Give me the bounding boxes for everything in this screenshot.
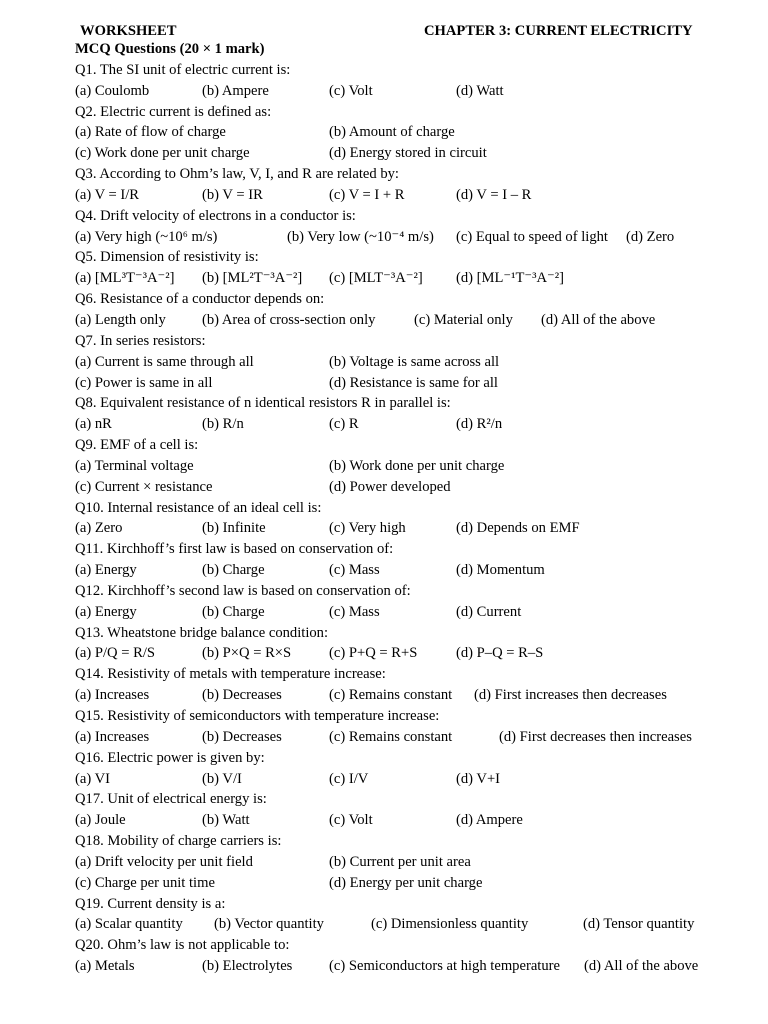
question-15-option: (c) Remains constant xyxy=(329,728,453,745)
question-13-option: (d) P–Q = R–S xyxy=(456,645,544,662)
question-19-text: Q19. Current density is a: xyxy=(75,895,226,912)
question-2-text: Q2. Electric current is defined as: xyxy=(75,103,272,120)
question-3-option: (a) V = I/R xyxy=(75,186,140,203)
question-16-text: Q16. Electric power is given by: xyxy=(75,749,265,766)
question-10-option: (a) Zero xyxy=(75,520,123,537)
question-12-option: (c) Mass xyxy=(329,603,380,620)
question-15-option: (b) Decreases xyxy=(202,728,282,745)
question-9-option: (a) Terminal voltage xyxy=(75,457,194,474)
question-15-option: (d) First decreases then increases xyxy=(499,728,692,745)
question-1-option: (d) Watt xyxy=(456,82,504,99)
question-19-option: (a) Scalar quantity xyxy=(75,916,183,933)
question-6-option: (d) All of the above xyxy=(541,311,656,328)
question-11-text: Q11. Kirchhoff’s first law is based on conservation of: xyxy=(75,541,394,558)
question-20-option: (a) Metals xyxy=(75,958,135,975)
question-3-text: Q3. According to Ohm’s law, V, I, and R are related by: xyxy=(75,166,399,183)
question-4-option: (a) Very high (~10⁶ m/s) xyxy=(75,228,218,245)
question-8-options-row xyxy=(75,414,725,435)
question-4-option: (d) Zero xyxy=(626,228,675,245)
question-2-options-row xyxy=(75,122,725,143)
question-4-text: Q4. Drift velocity of electrons in a conductor is: xyxy=(75,207,356,224)
question-5-option: (c) [MLT⁻³A⁻²] xyxy=(329,270,423,287)
question-19-option: (d) Tensor quantity xyxy=(583,916,695,933)
question-18-option: (b) Current per unit area xyxy=(329,853,471,870)
question-18-option: (a) Drift velocity per unit field xyxy=(75,853,253,870)
question-15-text: Q15. Resistivity of semiconductors with temperature increase: xyxy=(75,708,440,724)
question-17-option: (a) Joule xyxy=(75,812,126,829)
question-18-option: (d) Energy per unit charge xyxy=(329,874,483,891)
question-19-options-row xyxy=(75,914,725,935)
question-16-option: (b) V/I xyxy=(202,770,242,787)
question-1-option: (b) Ampere xyxy=(202,82,269,99)
question-16-option: (d) V+I xyxy=(456,770,501,787)
chapter-title: CHAPTER 3: CURRENT ELECTRICITY xyxy=(424,23,693,39)
question-18-text: Q18. Mobility of charge carriers is: xyxy=(75,833,282,850)
question-10-option: (c) Very high xyxy=(329,520,406,537)
question-1-options-row xyxy=(75,81,725,102)
question-10-options-row xyxy=(75,518,725,539)
question-17-option: (b) Watt xyxy=(202,812,250,829)
question-5-option: (b) [ML²T⁻³A⁻²] xyxy=(202,270,303,287)
question-10-option: (d) Depends on EMF xyxy=(456,520,580,537)
question-10-option: (b) Infinite xyxy=(202,520,266,537)
question-14-option: (a) Increases xyxy=(75,687,150,704)
question-9-option: (d) Power developed xyxy=(329,478,451,495)
question-8-option: (c) R xyxy=(329,416,359,433)
question-6-text: Q6. Resistance of a conductor depends on: xyxy=(75,291,325,308)
question-11-options-row xyxy=(75,560,725,581)
question-6-option: (c) Material only xyxy=(414,311,513,328)
question-15-option: (a) Increases xyxy=(75,728,150,745)
question-4-options-row xyxy=(75,227,725,248)
question-13-option: (c) P+Q = R+S xyxy=(329,645,418,662)
question-5-text: Q5. Dimension of resistivity is: xyxy=(75,249,259,266)
question-1-option: (a) Coulomb xyxy=(75,82,150,99)
question-12-option: (d) Current xyxy=(456,603,522,620)
question-7-option: (a) Current is same through all xyxy=(75,353,254,370)
question-12-options-row xyxy=(75,602,725,623)
question-1-option: (c) Volt xyxy=(329,82,373,99)
question-7-options-row xyxy=(75,352,725,373)
worksheet-label: WORKSHEET xyxy=(80,23,177,39)
question-7-text: Q7. In series resistors: xyxy=(75,332,206,349)
question-18-options-row xyxy=(75,852,725,873)
question-13-text: Q13. Wheatstone bridge balance condition: xyxy=(75,624,329,641)
question-3-options-row xyxy=(75,185,725,206)
question-17-options-row xyxy=(75,810,725,831)
question-7-option: (c) Power is same in all xyxy=(75,374,213,391)
question-14-option: (c) Remains constant xyxy=(329,687,453,704)
question-7-options-row xyxy=(75,373,725,394)
question-4-option: (b) Very low (~10⁻⁴ m/s) xyxy=(287,228,434,245)
question-11-option: (a) Energy xyxy=(75,562,137,579)
question-14-option: (d) First increases then decreases xyxy=(474,687,667,704)
question-7-option: (d) Resistance is same for all xyxy=(329,374,498,391)
question-10-text: Q10. Internal resistance of an ideal cell is: xyxy=(75,499,322,516)
question-6-option: (a) Length only xyxy=(75,311,166,328)
question-9-options-row xyxy=(75,456,725,477)
question-2-option: (a) Rate of flow of charge xyxy=(75,124,226,141)
question-5-options-row xyxy=(75,268,725,289)
question-8-option: (a) nR xyxy=(75,416,112,433)
question-12-option: (a) Energy xyxy=(75,603,137,620)
question-20-options-row xyxy=(75,956,725,977)
question-7-option: (b) Voltage is same across all xyxy=(329,353,500,370)
question-15-options-row xyxy=(75,727,725,748)
question-list xyxy=(75,39,725,977)
question-11-option: (b) Charge xyxy=(202,562,265,579)
question-14-text: Q14. Resistivity of metals with temperature increase: xyxy=(75,666,386,683)
question-20-text: Q20. Ohm’s law is not applicable to: xyxy=(75,937,290,954)
question-19-option: (c) Dimensionless quantity xyxy=(371,916,529,933)
question-5-option: (a) [ML³T⁻³A⁻²] xyxy=(75,270,175,287)
question-20-option: (b) Electrolytes xyxy=(202,958,293,975)
question-9-options-row xyxy=(75,477,725,498)
question-6-options-row xyxy=(75,310,725,331)
question-13-option: (a) P/Q = R/S xyxy=(75,645,155,662)
question-20-option: (c) Semiconductors at high temperature xyxy=(329,958,560,975)
section-title: MCQ Questions (20 × 1 mark) xyxy=(75,41,265,57)
question-13-options-row xyxy=(75,643,725,664)
question-18-options-row xyxy=(75,873,725,894)
question-12-option: (b) Charge xyxy=(202,603,265,620)
question-9-text: Q9. EMF of a cell is: xyxy=(75,437,199,454)
question-9-option: (b) Work done per unit charge xyxy=(329,457,505,474)
question-8-option: (d) R²/n xyxy=(456,416,503,433)
question-11-option: (c) Mass xyxy=(329,562,380,579)
question-8-option: (b) R/n xyxy=(202,416,244,433)
question-3-option: (b) V = IR xyxy=(202,186,263,203)
question-16-options-row xyxy=(75,769,725,790)
question-17-option: (d) Ampere xyxy=(456,812,523,829)
question-1-text: Q1. The SI unit of electric current is: xyxy=(75,61,291,78)
question-19-option: (b) Vector quantity xyxy=(214,916,324,933)
question-6-option: (b) Area of cross-section only xyxy=(202,311,376,328)
question-2-option: (d) Energy stored in circuit xyxy=(329,145,487,162)
question-3-option: (d) V = I – R xyxy=(456,186,532,203)
question-9-option: (c) Current × resistance xyxy=(75,478,213,495)
question-16-option: (c) I/V xyxy=(329,770,369,787)
question-20-option: (d) All of the above xyxy=(584,958,699,975)
question-18-option: (c) Charge per unit time xyxy=(75,874,215,891)
question-12-text: Q12. Kirchhoff’s second law is based on conservation of: xyxy=(75,582,411,599)
question-5-option: (d) [ML⁻¹T⁻³A⁻²] xyxy=(456,270,564,287)
question-17-option: (c) Volt xyxy=(329,812,373,829)
question-3-option: (c) V = I + R xyxy=(329,186,405,203)
question-17-text: Q17. Unit of electrical energy is: xyxy=(75,791,267,808)
question-14-options-row xyxy=(75,685,725,706)
question-4-option: (c) Equal to speed of light xyxy=(456,228,608,245)
question-2-options-row xyxy=(75,143,725,164)
question-16-option: (a) VI xyxy=(75,770,110,787)
question-2-option: (b) Amount of charge xyxy=(329,124,455,141)
question-14-option: (b) Decreases xyxy=(202,687,282,704)
question-13-option: (b) P×Q = R×S xyxy=(202,645,292,662)
question-11-option: (d) Momentum xyxy=(456,562,545,579)
question-8-text: Q8. Equivalent resistance of n identical resistors R in parallel is: xyxy=(75,395,451,412)
question-2-option: (c) Work done per unit charge xyxy=(75,145,250,162)
